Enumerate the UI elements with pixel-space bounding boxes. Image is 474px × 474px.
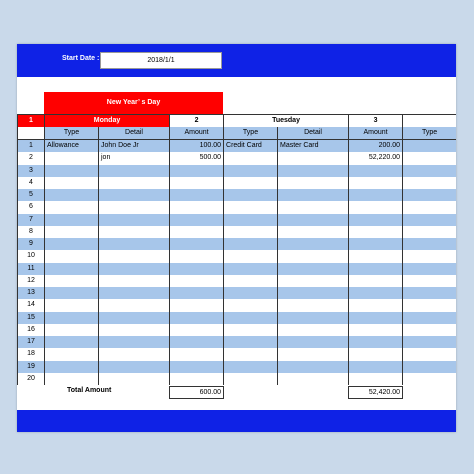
- wednesday-type-cell[interactable]: [403, 361, 456, 373]
- monday-type-cell[interactable]: [45, 177, 99, 189]
- table-row: [18, 165, 457, 177]
- row-number: 5: [18, 189, 45, 201]
- tuesday-amount-cell[interactable]: [349, 299, 403, 311]
- wednesday-type-cell[interactable]: [403, 250, 456, 262]
- tuesday-detail-cell[interactable]: [278, 299, 349, 311]
- monday-type-cell[interactable]: [45, 312, 99, 324]
- monday-detail-cell[interactable]: [99, 361, 170, 373]
- monday-type-cell[interactable]: [45, 348, 99, 360]
- tuesday-amount-cell[interactable]: [349, 324, 403, 336]
- row-number: 20: [18, 373, 45, 385]
- monday-detail-cell[interactable]: [99, 336, 170, 348]
- tuesday-amount-cell[interactable]: [349, 250, 403, 262]
- tuesday-detail-cell[interactable]: [278, 226, 349, 238]
- monday-detail-cell[interactable]: [99, 214, 170, 226]
- monday-amount-cell[interactable]: [170, 226, 224, 238]
- tuesday-detail-cell[interactable]: [278, 165, 349, 177]
- tuesday-detail-cell[interactable]: [278, 177, 349, 189]
- row-number: 2: [18, 152, 45, 164]
- monday-type-cell[interactable]: [45, 152, 99, 164]
- day-header-row: [18, 115, 457, 128]
- monday-type-cell[interactable]: [45, 324, 99, 336]
- tuesday-detail-cell[interactable]: [278, 201, 349, 213]
- monday-amount-cell[interactable]: [170, 250, 224, 262]
- monday-detail-cell[interactable]: [99, 263, 170, 275]
- tuesday-amount-cell[interactable]: [349, 336, 403, 348]
- tuesday-type-cell[interactable]: Credit Card: [224, 140, 278, 153]
- table-row: [18, 275, 457, 287]
- tuesday-amount-cell[interactable]: [349, 177, 403, 189]
- wednesday-type-cell[interactable]: [403, 177, 456, 189]
- col-amount-monday: Amount: [170, 127, 224, 140]
- table-row: [18, 214, 457, 226]
- tuesday-detail-cell[interactable]: [278, 214, 349, 226]
- tuesday-detail-cell[interactable]: [278, 287, 349, 299]
- tuesday-type-cell[interactable]: [224, 238, 278, 250]
- tuesday-amount-cell[interactable]: [349, 201, 403, 213]
- row-number: 13: [18, 287, 45, 299]
- monday-amount-cell[interactable]: [170, 189, 224, 201]
- wednesday-type-cell[interactable]: [403, 312, 456, 324]
- tuesday-detail-cell[interactable]: [278, 312, 349, 324]
- total-amount-label: Total Amount: [67, 387, 112, 394]
- monday-amount-cell[interactable]: [170, 348, 224, 360]
- wednesday-type-cell[interactable]: [403, 238, 456, 250]
- monday-type-cell[interactable]: [45, 214, 99, 226]
- day-name-monday: Monday: [45, 115, 170, 128]
- monday-type-cell[interactable]: [45, 275, 99, 287]
- table-row: [18, 226, 457, 238]
- table-row: [18, 250, 457, 262]
- tuesday-type-cell[interactable]: [224, 165, 278, 177]
- table-row: [18, 201, 457, 213]
- day-number-monday: 1: [18, 115, 45, 128]
- table-row: [18, 263, 457, 275]
- day-number-tuesday: 2: [170, 115, 224, 128]
- monday-detail-cell[interactable]: [99, 299, 170, 311]
- tuesday-amount-cell[interactable]: [349, 361, 403, 373]
- tuesday-type-cell[interactable]: [224, 287, 278, 299]
- monday-detail-cell[interactable]: jon: [99, 152, 170, 164]
- tuesday-detail-cell[interactable]: [278, 238, 349, 250]
- monday-amount-cell[interactable]: [170, 214, 224, 226]
- tuesday-amount-cell[interactable]: [349, 238, 403, 250]
- monday-detail-cell[interactable]: [99, 165, 170, 177]
- wednesday-type-cell[interactable]: [403, 348, 456, 360]
- wednesday-type-cell[interactable]: [403, 201, 456, 213]
- tuesday-detail-cell[interactable]: [278, 348, 349, 360]
- tuesday-amount-cell[interactable]: [349, 189, 403, 201]
- tuesday-type-cell[interactable]: [224, 312, 278, 324]
- tuesday-detail-cell[interactable]: [278, 361, 349, 373]
- monday-detail-cell[interactable]: [99, 324, 170, 336]
- monday-detail-cell[interactable]: [99, 238, 170, 250]
- tuesday-amount-cell[interactable]: [349, 275, 403, 287]
- row-number: 8: [18, 226, 45, 238]
- start-date-input[interactable]: 2018/1/1: [100, 52, 222, 69]
- holiday-banner: New Year’ s Day: [44, 92, 223, 114]
- tuesday-type-cell[interactable]: [224, 348, 278, 360]
- row-number: 17: [18, 336, 45, 348]
- tuesday-detail-cell[interactable]: [278, 324, 349, 336]
- tuesday-detail-cell[interactable]: [278, 152, 349, 164]
- monday-detail-cell[interactable]: [99, 312, 170, 324]
- tuesday-type-cell[interactable]: [224, 250, 278, 262]
- table-row: [18, 336, 457, 348]
- tuesday-type-cell[interactable]: [224, 324, 278, 336]
- monday-type-cell[interactable]: [45, 238, 99, 250]
- wednesday-type-cell[interactable]: [403, 275, 456, 287]
- tuesday-amount-cell[interactable]: 200.00: [349, 140, 403, 153]
- tuesday-amount-cell[interactable]: [349, 226, 403, 238]
- wednesday-type-cell[interactable]: [403, 324, 456, 336]
- day-number-wednesday: 3: [349, 115, 403, 128]
- day-header-empty: [403, 115, 456, 128]
- monday-amount-cell[interactable]: [170, 299, 224, 311]
- tuesday-type-cell[interactable]: [224, 201, 278, 213]
- col-detail-monday: Detail: [99, 127, 170, 140]
- monday-type-cell[interactable]: [45, 226, 99, 238]
- col-type-wednesday: Type: [403, 127, 456, 140]
- monday-amount-cell[interactable]: [170, 287, 224, 299]
- col-type-monday: Type: [45, 127, 99, 140]
- tuesday-detail-cell[interactable]: [278, 250, 349, 262]
- tuesday-type-cell[interactable]: [224, 275, 278, 287]
- tuesday-type-cell[interactable]: [224, 226, 278, 238]
- table-row: [18, 324, 457, 336]
- tuesday-amount-cell[interactable]: [349, 348, 403, 360]
- wednesday-type-cell[interactable]: [403, 226, 456, 238]
- wednesday-type-cell[interactable]: [403, 299, 456, 311]
- row-number: 4: [18, 177, 45, 189]
- tuesday-amount-cell[interactable]: 52,220.00: [349, 152, 403, 164]
- row-number: 15: [18, 312, 45, 324]
- tuesday-detail-cell[interactable]: [278, 189, 349, 201]
- monday-amount-cell[interactable]: [170, 201, 224, 213]
- tuesday-type-cell[interactable]: [224, 361, 278, 373]
- col-amount-tuesday: Amount: [349, 127, 403, 140]
- tuesday-type-cell[interactable]: [224, 189, 278, 201]
- row-number: 6: [18, 201, 45, 213]
- monday-detail-cell[interactable]: [99, 275, 170, 287]
- tuesday-amount-cell[interactable]: [349, 312, 403, 324]
- total-row: [17, 386, 456, 400]
- table-row: [18, 140, 457, 153]
- monday-type-cell[interactable]: [45, 263, 99, 275]
- monday-amount-cell[interactable]: [170, 324, 224, 336]
- row-number: 10: [18, 250, 45, 262]
- total-monday-cell[interactable]: 600.00: [169, 386, 224, 399]
- wednesday-type-cell[interactable]: [403, 263, 456, 275]
- monday-amount-cell[interactable]: [170, 336, 224, 348]
- monday-type-cell[interactable]: [45, 299, 99, 311]
- planner-grid: [17, 114, 456, 400]
- monday-detail-cell[interactable]: [99, 348, 170, 360]
- monday-type-cell[interactable]: Allowance: [45, 140, 99, 153]
- total-tuesday-cell[interactable]: 52,420.00: [348, 386, 403, 399]
- monday-type-cell[interactable]: [45, 250, 99, 262]
- wednesday-type-cell[interactable]: [403, 140, 456, 153]
- row-number-header: [18, 127, 45, 140]
- wednesday-type-cell[interactable]: [403, 373, 456, 385]
- row-number: 9: [18, 238, 45, 250]
- bottom-footer-bar: [17, 410, 456, 432]
- monday-detail-cell[interactable]: [99, 373, 170, 385]
- monday-type-cell[interactable]: [45, 336, 99, 348]
- monday-amount-cell[interactable]: [170, 238, 224, 250]
- monday-detail-cell[interactable]: [99, 287, 170, 299]
- monday-detail-cell[interactable]: [99, 201, 170, 213]
- column-header-row: [18, 127, 457, 140]
- monday-amount-cell[interactable]: [170, 373, 224, 385]
- row-number: 12: [18, 275, 45, 287]
- table-row: [18, 238, 457, 250]
- start-date-label: Start Date :: [62, 55, 100, 62]
- table-row: [18, 348, 457, 360]
- tuesday-detail-cell[interactable]: [278, 263, 349, 275]
- wednesday-type-cell[interactable]: [403, 189, 456, 201]
- monday-amount-cell[interactable]: [170, 165, 224, 177]
- monday-detail-cell[interactable]: [99, 177, 170, 189]
- tuesday-amount-cell[interactable]: [349, 373, 403, 385]
- row-number: 19: [18, 361, 45, 373]
- tuesday-type-cell[interactable]: [224, 152, 278, 164]
- monday-detail-cell[interactable]: [99, 226, 170, 238]
- monday-amount-cell[interactable]: [170, 275, 224, 287]
- monday-amount-cell[interactable]: [170, 177, 224, 189]
- tuesday-type-cell[interactable]: [224, 373, 278, 385]
- row-number: 1: [18, 140, 45, 153]
- tuesday-type-cell[interactable]: [224, 336, 278, 348]
- monday-type-cell[interactable]: [45, 189, 99, 201]
- tuesday-amount-cell[interactable]: [349, 287, 403, 299]
- monday-amount-cell[interactable]: [170, 312, 224, 324]
- monday-type-cell[interactable]: [45, 287, 99, 299]
- wednesday-type-cell[interactable]: [403, 287, 456, 299]
- row-number: 11: [18, 263, 45, 275]
- tuesday-type-cell[interactable]: [224, 177, 278, 189]
- monday-amount-cell[interactable]: 100.00: [170, 140, 224, 153]
- monday-detail-cell[interactable]: [99, 189, 170, 201]
- tuesday-amount-cell[interactable]: [349, 165, 403, 177]
- table-row: [18, 152, 457, 164]
- row-number: 7: [18, 214, 45, 226]
- row-number: 18: [18, 348, 45, 360]
- row-number: 14: [18, 299, 45, 311]
- monday-detail-cell[interactable]: [99, 250, 170, 262]
- monday-type-cell[interactable]: [45, 165, 99, 177]
- day-name-tuesday: Tuesday: [224, 115, 349, 128]
- monday-type-cell[interactable]: [45, 361, 99, 373]
- monday-type-cell[interactable]: [45, 373, 99, 385]
- col-detail-tuesday: Detail: [278, 127, 349, 140]
- wednesday-type-cell[interactable]: [403, 214, 456, 226]
- table-row: [18, 177, 457, 189]
- table-row: [18, 299, 457, 311]
- tuesday-amount-cell[interactable]: [349, 214, 403, 226]
- table-row: [18, 312, 457, 324]
- table-row: [18, 361, 457, 373]
- monday-amount-cell[interactable]: 500.00: [170, 152, 224, 164]
- tuesday-type-cell[interactable]: [224, 214, 278, 226]
- tuesday-type-cell[interactable]: [224, 263, 278, 275]
- col-type-tuesday: Type: [224, 127, 278, 140]
- row-number: 16: [18, 324, 45, 336]
- tuesday-amount-cell[interactable]: [349, 263, 403, 275]
- monday-amount-cell[interactable]: [170, 361, 224, 373]
- tuesday-type-cell[interactable]: [224, 299, 278, 311]
- tuesday-detail-cell[interactable]: Master Card: [278, 140, 349, 153]
- tuesday-detail-cell[interactable]: [278, 373, 349, 385]
- table-row: [18, 287, 457, 299]
- wednesday-type-cell[interactable]: [403, 336, 456, 348]
- wednesday-type-cell[interactable]: [403, 152, 456, 164]
- monday-detail-cell[interactable]: John Doe Jr: [99, 140, 170, 153]
- table-row: [18, 373, 457, 385]
- tuesday-detail-cell[interactable]: [278, 275, 349, 287]
- wednesday-type-cell[interactable]: [403, 165, 456, 177]
- monday-type-cell[interactable]: [45, 201, 99, 213]
- monday-amount-cell[interactable]: [170, 263, 224, 275]
- table-row: [18, 189, 457, 201]
- tuesday-detail-cell[interactable]: [278, 336, 349, 348]
- row-number: 3: [18, 165, 45, 177]
